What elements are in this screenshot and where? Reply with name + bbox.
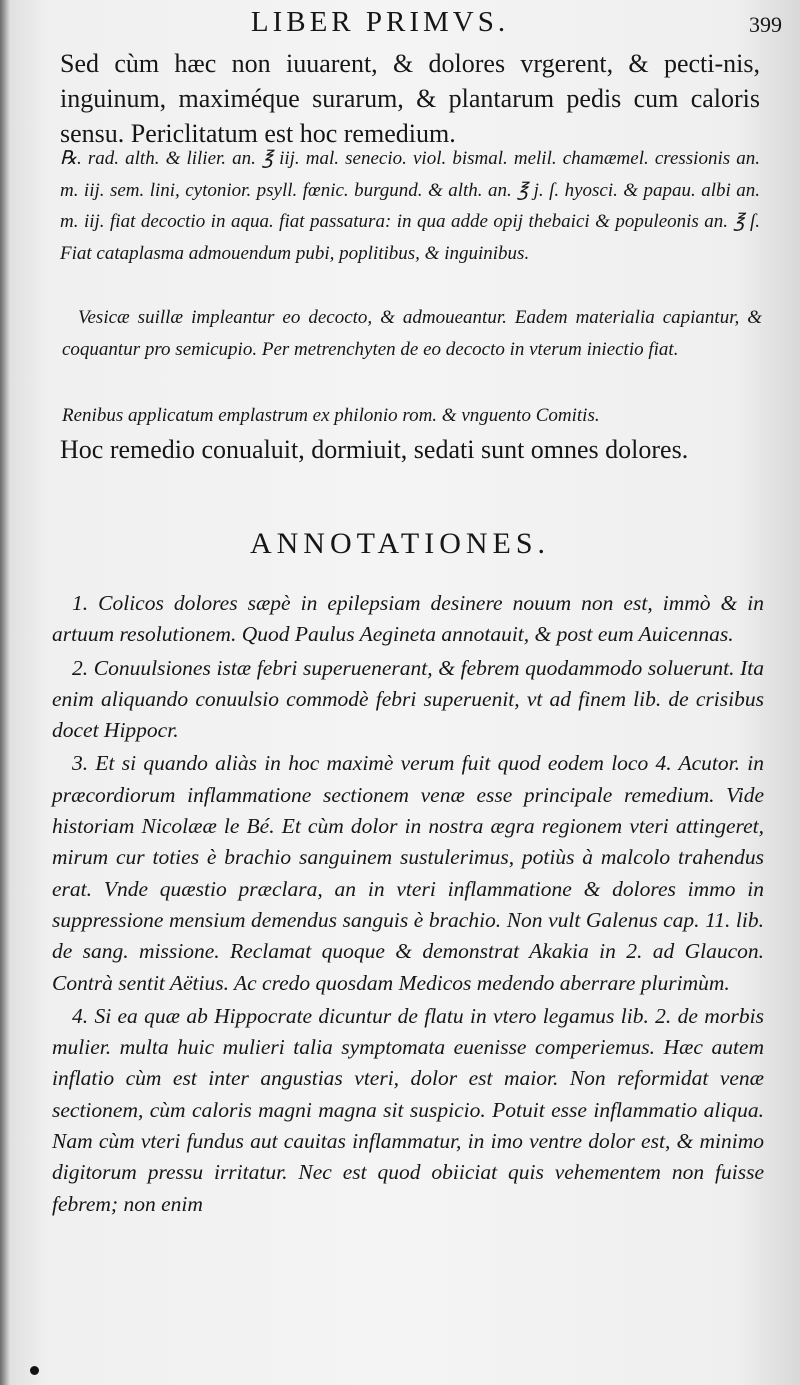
annotations-list	[52, 588, 764, 1222]
outcome-paragraph	[60, 432, 760, 467]
recipe-paragraph	[60, 143, 760, 269]
running-head: LIBER PRIMVS.	[250, 6, 510, 38]
recipe-text: ℞. rad. alth. & lilier. an. ℥ iij. mal. senecio. viol. bismal. melil. chamæmel. cressionis an. m. iij. sem. lini, cytonior. psyll. fœnic. burgund. & alth. an. ℥ j. ſ. hyosci. & papau. albi an. m. iij. fiat decoctio in aqua. fiat passatura: in qua adde opij thebaici & populeonis an. ℥ ſ. Fiat cataplasma admouendum pubi, poplitibus, & inguinibus.	[60, 148, 760, 264]
vesicae-paragraph	[62, 302, 762, 365]
intro-paragraph	[60, 46, 760, 151]
renibus-paragraph	[62, 400, 762, 432]
annotation-note-4: 4. Si ea quæ ab Hippocrate dicuntur de flatu in vtero legamus lib. 2. de morbis mulier. multa huic mulieri talia symptomata euenisse comperiemus. Hæc autem inflatio cùm est inter angustias vteri, dolor est maior. Non reformidat venæ sectionem, cùm caloris magni magna sit suspicio. Potuit esse inflammatio aliqua. Nam cùm vteri fundus aut cauitas inflammatur, in imo ventre dolor est, & minimo digitorum pressu irritatur. Nec est quod obiiciat quis vehementem non fuisse febrem; non enim	[52, 1003, 764, 1216]
intro-text: Sed cùm hæc non iuuarent, & dolores vrgerent, & pecti-nis, inguinum, maximéque surarum, & plantarum pedis cum caloris sensu. Periclitatum est hoc remedium.	[60, 49, 760, 148]
ink-speck	[30, 1366, 39, 1375]
renibus-text: Renibus applicatum emplastrum ex philonio rom. & vnguento Comitis.	[62, 405, 600, 426]
outcome-text: Hoc remedio conualuit, dormiuit, sedati sunt omnes dolores.	[60, 435, 689, 464]
annotation-note-1: 1. Colicos dolores sæpè in epilepsiam desinere nouum non est, immò & in artuum resolutionem. Quod Paulus Aegineta annotauit, & post eum Auicennas.	[52, 591, 764, 647]
page-number: 399	[749, 12, 782, 37]
annotation-note-3: 3. Et si quando aliàs in hoc maximè verum fuit quod eodem loco 4. Acutor. in præcordiorum inflammatione sectionem venæ esse principale remedium. Vide historiam Nicolææ le Bé. Et cùm dolor in nostra ægra regionem vteri attingeret, mirum cur toties è brachio sanguinem sustulerimus, potiùs à malcolo trahendus erat. Vnde quæstio præclara, an in vteri inflammatione & dolores immo in suppressione mensium demendus sanguis è brachio. Non vult Galenus cap. 11. lib. de sang. missione. Reclamat quoque & demonstrat Akakia in 2. ad Glaucon. Contrà sentit Aëtius. Ac credo quosdam Medicos medendo aberrare plurimùm.	[52, 751, 764, 995]
annotation-note-2: 2. Conuulsiones istæ febri superuenerant, & febrem quodammodo soluerunt. Ita enim aliquando conuulsio commodè febri superuenit, vt ad finem lib. de crisibus docet Hippocr.	[52, 655, 764, 743]
annotationes-heading: ANNOTATIONES.	[249, 527, 551, 560]
page-gutter-shadow	[0, 0, 10, 1385]
vesicae-text: Vesicæ suillæ impleantur eo decocto, & admoueantur. Eadem materialia capiantur, & coquantur pro semicupio. Per metrenchyten de eo decocto in vterum iniectio fiat.	[62, 307, 762, 360]
